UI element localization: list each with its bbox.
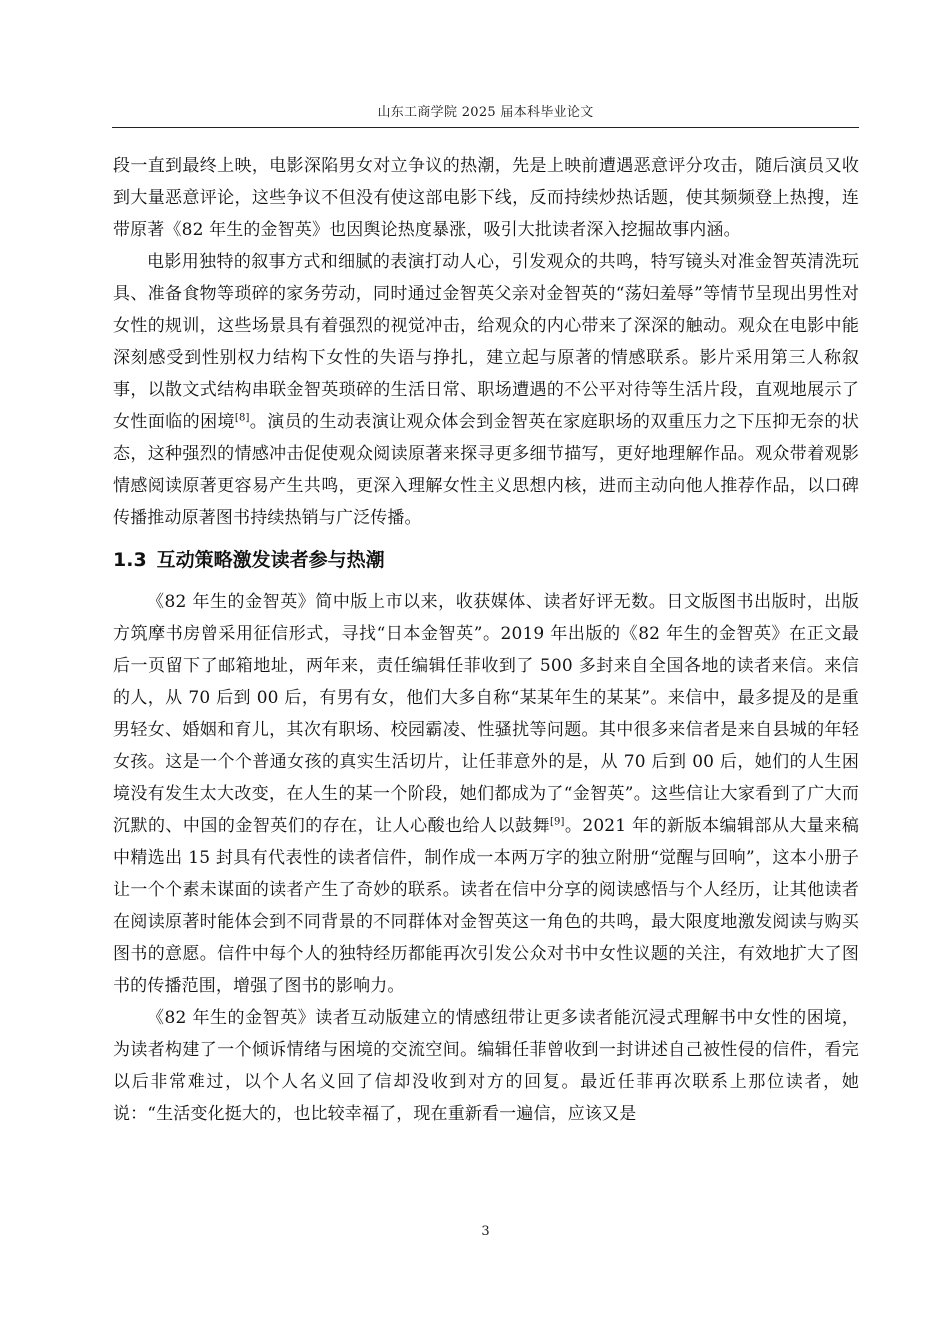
- paragraph-text: 电影用独特的叙事方式和细腻的表演打动人心，引发观众的共鸣，特写镜头对准金智英清洗玩具、准备食物等琐碎的家务劳动，同时通过金智英父亲对金智英的“荡妇羞辱”等情节呈现出男性对女性的规训，这些场景具有着强烈的视觉冲击，给观众的内心带来了深深的触动。观众在电影中能深刻感受到性别权力结构下女性的失语与挣扎，建立起与原著的情感联系。影片采用第三人称叙事，以散文式结构串联金智英琐碎的生活日常、职场遭遇的不公平对待等生活片段，直观地展示了女性面临的困境: [113, 252, 859, 432]
- citation-marker[interactable]: [9]: [549, 816, 565, 828]
- paragraph-text: 。2021 年的新版本编辑部从大量来稿中精选出 15 封具有代表性的读者信件，制作成一本两万字的独立附册“觉醒与回响”，这本小册子让一个个素未谋面的读者产生了奇妙的联系。读者在信中分享的阅读感悟与个人经历，让其他读者在阅读原著时能体会到不同背景的不同群体对金智英这一角色的共鸣，最大限度地激发阅读与购买图书的意愿。信件中每个人的独特经历都能再次引发公众对书中女性议题的关注，有效地扩大了图书的传播范围，增强了图书的影响力。: [113, 816, 859, 996]
- paragraph-continuation: 段一直到最终上映，电影深陷男女对立争议的热潮，先是上映前遭遇恶意评分攻击，随后演员又收到大量恶意评论，这些争议不但没有使这部电影下线，反而持续炒热话题，使其频频登上热搜，连带原著《82 年生的金智英》也因舆论热度暴涨，吸引大批读者深入挖掘故事内涵。: [113, 156, 859, 240]
- citation-marker[interactable]: [8]: [234, 412, 250, 424]
- paragraph-emotional-bond: 《82 年生的金智英》读者互动版建立的情感纽带让更多读者能沉浸式理解书中女性的困境，为读者构建了一个倾诉情绪与困境的交流空间。编辑任菲曾收到一封讲述自己被性侵的信件，看完以后非常难过，以个人名义回了信却没收到对方的回复。最近任菲再次联系上那位读者，她说：“生活变化挺大的，也比较幸福了，现在重新看一遍信，应该又是: [113, 1008, 859, 1124]
- body-text: [113, 150, 859, 1130]
- paragraph-reader-letters: [113, 586, 859, 1002]
- section-number: 1.3: [113, 549, 147, 571]
- section-heading: [113, 542, 859, 578]
- paragraph-text: 。演员的生动表演让观众体会到金智英在家庭职场的双重压力之下压抑无奈的状态，这种强烈的情感冲击促使观众阅读原著来探寻更多细节描写，更好地理解作品。观众带着观影情感阅读原著更容易产生共鸣，更深入理解女性主义思想内核，进而主动向他人推荐作品，以口碑传播推动原著图书持续热销与广泛传播。: [113, 412, 859, 528]
- paragraph-film-narrative: [113, 246, 859, 534]
- header-divider: [112, 127, 859, 128]
- page-number: 3: [481, 1224, 490, 1239]
- running-header: 山东工商学院 2025 届本科毕业论文: [377, 105, 594, 120]
- paragraph-text: 《82 年生的金智英》简中版上市以来，收获媒体、读者好评无数。日文版图书出版时，出版方筑摩书房曾采用征信形式，寻找“日本金智英”。2019 年出版的《82 年生的金智英》在正文最后一页留下了邮箱地址，两年来，责任编辑任菲收到了 500 多封来自全国各地的读者来信。来信的人，从 70 后到 00 后，有男有女，他们大多自称“某某年生的某某”。来信中，最多提及的是重男轻女、婚姻和育儿，其次有职场、校园霸凌、性骚扰等问题。其中很多来信者是来自县城的年轻女孩。这是一个个普通女孩的真实生活切片，让任菲意外的是，从 70 后到 00 后，她们的人生困境没有发生太大改变，在人生的某一个阶段，她们都成为了“金智英”。这些信让大家看到了广大而沉默的、中国的金智英们的存在，让人心酸也给人以鼓舞: [113, 592, 859, 836]
- section-title: 互动策略激发读者参与热潮: [156, 549, 385, 571]
